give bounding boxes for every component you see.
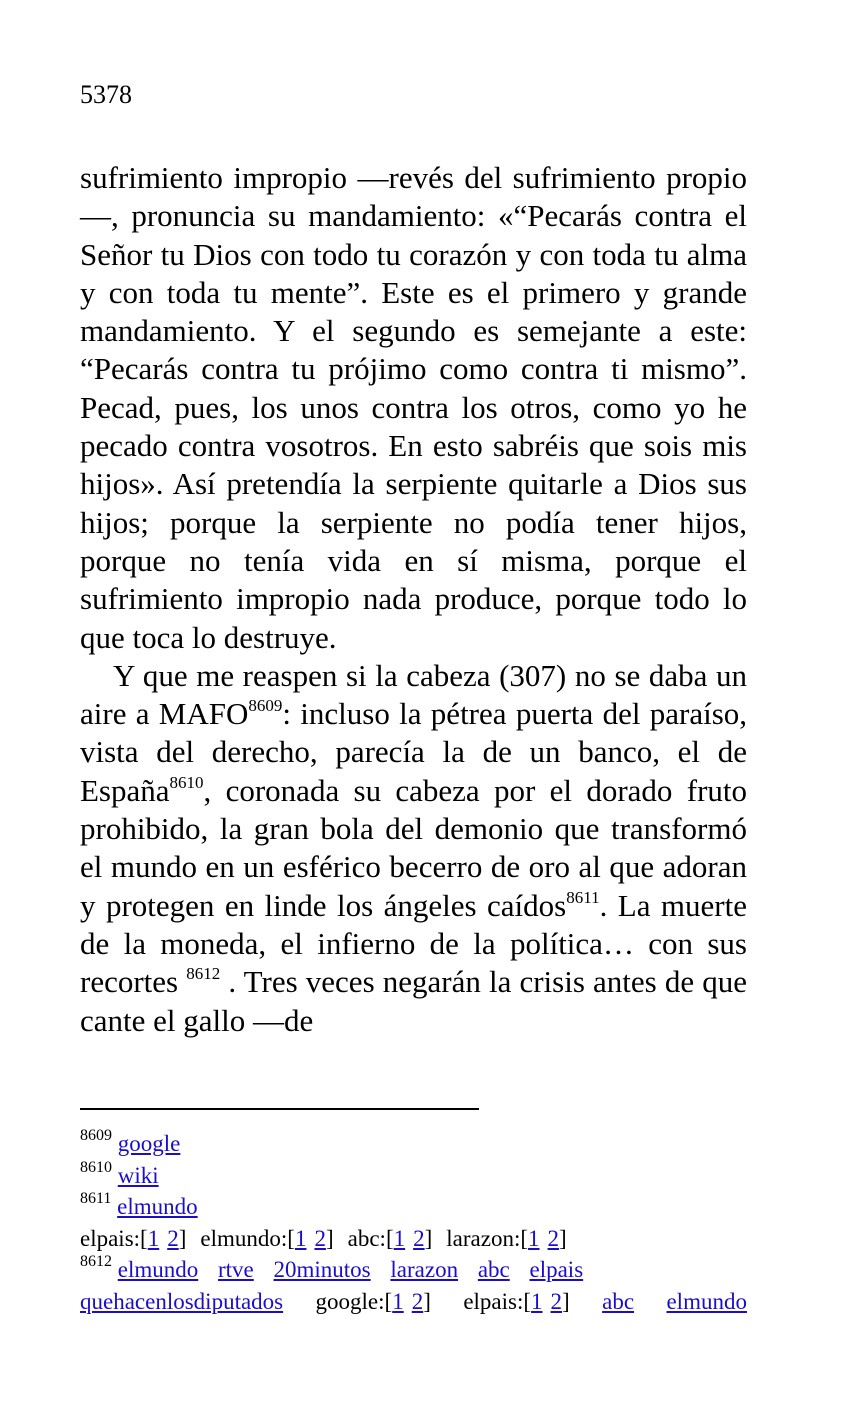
footnote-number: 8610 — [80, 1158, 112, 1176]
link-abc[interactable]: abc — [602, 1288, 635, 1314]
label-elpais: elpais: — [463, 1288, 524, 1314]
link-elmundo[interactable]: elmundo — [117, 1194, 198, 1219]
footnotes — [80, 1128, 747, 1317]
link-larazon[interactable]: larazon — [390, 1257, 459, 1282]
page-number: 5378 — [80, 80, 132, 109]
footnote-8611 — [80, 1191, 747, 1223]
label-elpais: elpais: — [80, 1225, 141, 1251]
label-abc: abc: — [347, 1225, 386, 1251]
bracket-close: ] — [325, 1225, 334, 1251]
footnote-ref-8609[interactable]: 8609 — [248, 696, 283, 716]
footnote-ref-8612[interactable]: 8612 — [186, 964, 221, 984]
link-elmundo-1[interactable]: 1 — [294, 1225, 307, 1251]
paragraph-2-text-e: . Tres veces negarán la crisis antes de que cante el gallo —de — [80, 964, 747, 1038]
link-wiki[interactable]: wiki — [117, 1162, 159, 1188]
link-rtve[interactable]: rtve — [218, 1257, 254, 1282]
bracket-open: [ — [520, 1225, 529, 1251]
paragraph-2-text-a: Y que me reaspen si la cabeza (307) no se daba un aire a MAFO — [80, 657, 747, 732]
footnote-number: 8611 — [80, 1190, 112, 1207]
bracket-open: [ — [523, 1288, 532, 1314]
bracket-open: [ — [140, 1225, 148, 1251]
link-elmundo[interactable]: elmundo — [666, 1288, 747, 1314]
footnote-number: 8612 — [80, 1253, 112, 1270]
paragraph-1: sufrimiento impropio —revés del sufrimiento propio—, pronuncia su mandamiento: «“Pecarás contra el Señor tu Dios con todo tu corazón y con toda tu alma y con toda tu mente”. Este es el primero y grande mandamiento. Y el segundo es semejante a este: “Pecarás contra tu prójimo como contra ti mismo”. Pecad, pues, los unos contra los otros, como yo he pecado contra vosotros. En esto sabréis que sois mis hijos». Así pretendía la serpiente quitarle a Dios sus hijos; porque la serpiente no podía tener hijos, porque no tenía vida en sí misma, porque el sufrimiento impropio nada produce, porque todo lo que toca lo destruye. — [80, 160, 747, 655]
bracket-close: ] — [423, 1288, 431, 1314]
paragraph-2 — [80, 657, 747, 1040]
paragraph-2-text-c: , coronada su cabeza por el dorado fruto prohibido, la gran bola del demonio que transformó el mundo en un esférico becerro de oro al que adoran y protegen en linde los ángeles caídos — [80, 772, 747, 923]
link-elmundo-2[interactable]: 2 — [314, 1225, 326, 1251]
bracket-close: ] — [559, 1225, 567, 1251]
bracket-close: ] — [562, 1288, 570, 1314]
google-sources — [316, 1286, 431, 1318]
link-abc-2[interactable]: 2 — [413, 1225, 425, 1251]
link-larazon-2[interactable]: 2 — [547, 1225, 560, 1251]
paragraph-2-text-b: : incluso la pétrea puerta del paraíso, vista del derecho, parecía la de un banco, el de España — [80, 696, 748, 808]
link-elmundo[interactable]: elmundo — [117, 1257, 199, 1282]
footnote-ref-8610[interactable]: 8610 — [169, 772, 204, 792]
link-elpais-2[interactable]: 2 — [167, 1225, 179, 1251]
link-quehacenlosdiputados[interactable]: quehacenlosdiputados — [80, 1288, 284, 1314]
footnote-divider — [80, 1108, 479, 1110]
label-google: google: — [315, 1288, 385, 1314]
body-text — [80, 159, 747, 1040]
footnote-8612-sources — [80, 1286, 747, 1318]
link-elpais-2[interactable]: 2 — [550, 1288, 563, 1314]
bracket-close: ] — [424, 1225, 433, 1251]
label-larazon: larazon: — [446, 1225, 521, 1251]
link-elpais-1[interactable]: 1 — [531, 1288, 543, 1314]
link-abc[interactable]: abc — [477, 1257, 510, 1282]
footnote-8609 — [80, 1128, 747, 1160]
paragraph-2-text-d: . La muerte de la moneda, el infierno de la política… con sus recortes — [80, 887, 748, 1000]
footnote-8610 — [80, 1160, 747, 1192]
footnote-number: 8609 — [80, 1127, 112, 1144]
link-google-1[interactable]: 1 — [392, 1288, 404, 1314]
bracket-open: [ — [287, 1225, 295, 1251]
link-larazon-1[interactable]: 1 — [528, 1225, 540, 1251]
link-20minutos[interactable]: 20minutos — [273, 1257, 371, 1282]
bracket-open: [ — [384, 1288, 393, 1314]
bracket-open: [ — [385, 1225, 394, 1251]
bracket-close: ] — [178, 1225, 187, 1251]
footnote-8611-sources — [80, 1223, 747, 1255]
link-google[interactable]: google — [117, 1131, 181, 1156]
footnote-ref-8611[interactable]: 8611 — [566, 887, 600, 907]
footnote-8612 — [80, 1254, 747, 1286]
link-abc-1[interactable]: 1 — [393, 1225, 406, 1251]
link-elpais[interactable]: elpais — [529, 1257, 584, 1282]
link-google-2[interactable]: 2 — [411, 1288, 424, 1314]
link-elpais-1[interactable]: 1 — [147, 1225, 160, 1251]
elpais-sources — [463, 1286, 569, 1318]
label-elmundo: elmundo: — [200, 1225, 288, 1251]
